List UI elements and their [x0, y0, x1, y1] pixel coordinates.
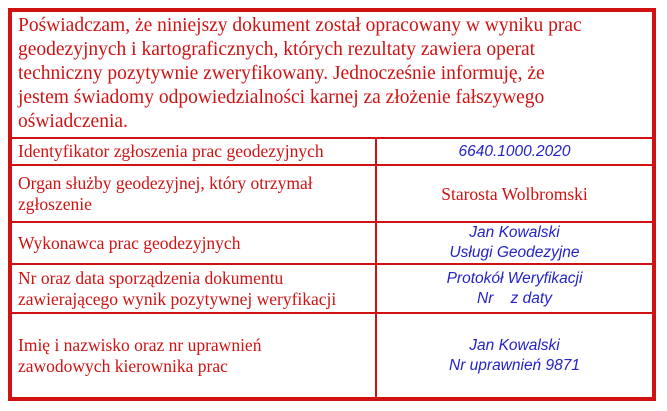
- table-row-identyfikator: [12, 137, 652, 164]
- table-row-kierownik: [12, 312, 652, 397]
- row-label-line: Organ służby geodezyjnej, który otrzymał: [18, 172, 313, 193]
- row-label-line: zgłoszenie: [18, 193, 92, 214]
- row-label-line: zawierającego wynik pozytywnej weryfikacji: [18, 288, 337, 309]
- row-value-line: Protokół Weryfikacji: [446, 269, 583, 287]
- row-label-line: zawodowych kierownika prac: [18, 355, 228, 376]
- declaration-line: jestem świadomy odpowiedzialności karnej za złożenie fałszywego: [18, 87, 545, 108]
- row-label-line: Nr oraz data sporządzenia dokumentu: [18, 267, 284, 288]
- row-label-line: Wykonawca prac geodezyjnych: [18, 232, 241, 253]
- row-label-line: Identyfikator zgłoszenia prac geodezyjnych: [18, 141, 324, 161]
- row-label-cell: [12, 265, 375, 312]
- row-label-line: Imię i nazwisko oraz nr uprawnień: [18, 334, 262, 355]
- row-value-line: Jan Kowalski: [469, 336, 560, 354]
- row-label-cell: [12, 139, 375, 164]
- row-label-cell: [12, 314, 375, 397]
- row-value-line: Usługi Geodezyjne: [449, 244, 580, 261]
- row-value-cell: [375, 223, 652, 263]
- row-value-cell: [375, 166, 652, 221]
- row-value-line: Starosta Wolbromski: [441, 183, 588, 204]
- row-label-cell: [12, 223, 375, 263]
- declaration-paragraph: [12, 12, 652, 137]
- row-value-line: 6640.1000.2020: [458, 142, 571, 160]
- row-value-cell: [375, 314, 652, 397]
- table-row-nr-data-dokumentu: [12, 263, 652, 312]
- row-value-cell: [375, 139, 652, 164]
- row-value-line: Nr uprawnień 9871: [449, 356, 580, 374]
- row-label-cell: [12, 166, 375, 221]
- row-value-cell: [375, 265, 652, 312]
- declaration-line: oświadczenia.: [18, 111, 128, 132]
- table-row-wykonawca: [12, 221, 652, 263]
- declaration-line: techniczny pozytywnie zweryfikowany. Jednocześnie informuję, że: [18, 63, 545, 84]
- declaration-line: geodezyjnych i kartograficznych, których rezultaty zawiera operat: [18, 39, 536, 60]
- statement-frame: [8, 8, 656, 401]
- declaration-line: Poświadczam, że niniejszy dokument został opracowany w wyniku prac: [18, 15, 582, 36]
- table-row-organ: [12, 164, 652, 221]
- row-value-line: Nr z daty: [477, 289, 552, 307]
- row-value-line: Jan Kowalski: [469, 224, 560, 241]
